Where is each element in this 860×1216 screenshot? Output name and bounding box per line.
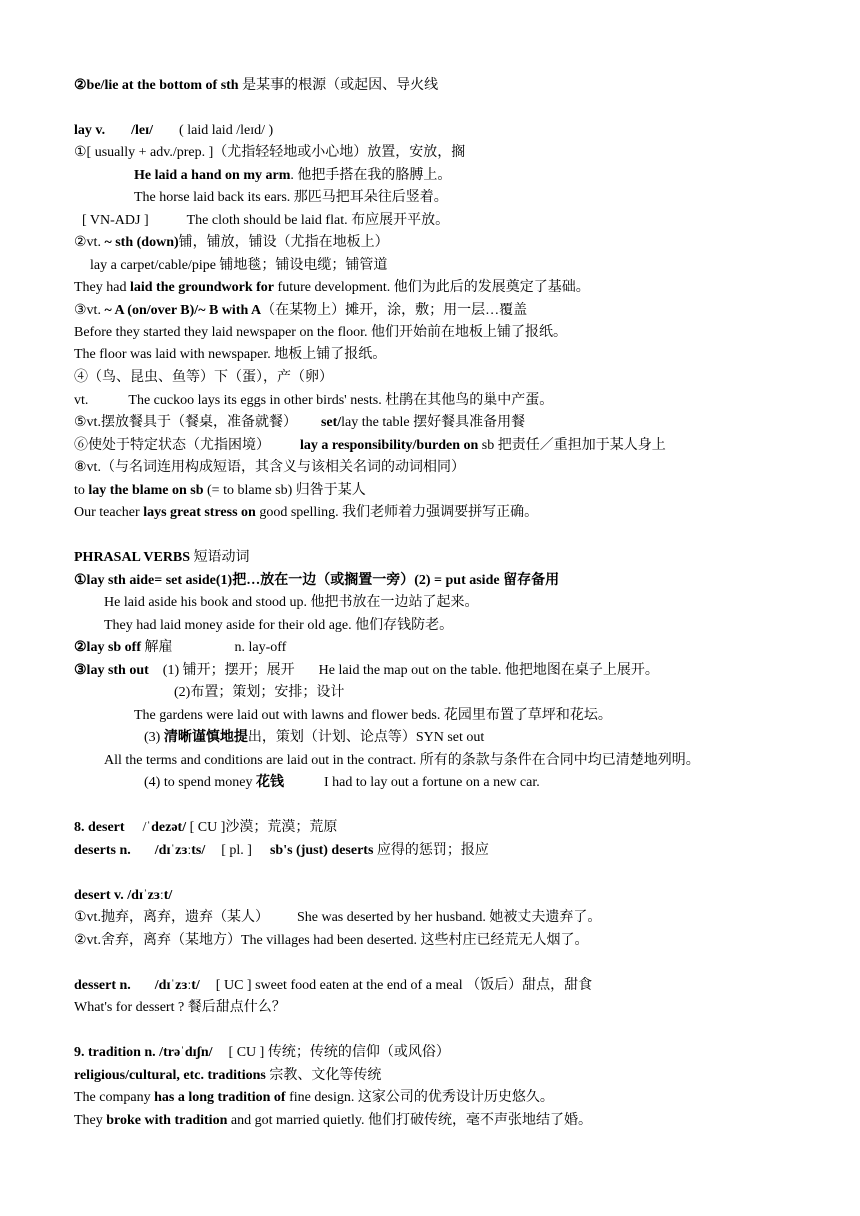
bold-text: He laid a hand on my arm <box>134 168 291 183</box>
text-line <box>74 572 559 590</box>
text: He laid aside his book and stood up. 他把书放在一边站了起来。 <box>104 595 479 610</box>
bold-text: has a long tradition of <box>154 1090 286 1105</box>
bold-text: 8. desert <box>74 820 125 835</box>
text: 宗教、文化等传统 <box>265 1068 382 1083</box>
bold-text: broke with tradition <box>106 1113 228 1128</box>
text-line <box>74 77 438 95</box>
text-line <box>74 1089 554 1107</box>
text: n. lay-off <box>234 640 287 655</box>
text-line <box>74 819 337 837</box>
bold-text: deserts n. <box>74 843 131 858</box>
text-line <box>82 212 449 230</box>
bold-text: laid the groundwork for <box>129 280 275 295</box>
text-line <box>74 369 333 387</box>
text: ②vt. <box>74 235 105 250</box>
text-line <box>74 459 465 477</box>
text: ①vt.抛弃，离弃，遗弃（某人） <box>74 910 269 925</box>
text-line <box>144 774 540 792</box>
text-line <box>74 1067 381 1085</box>
text-line <box>74 1112 592 1130</box>
text-line <box>104 594 478 612</box>
text: The gardens were laid out with lawns and flower beds. 花园里布置了草坪和花坛。 <box>134 708 612 723</box>
text: The cuckoo lays its eggs in other birds' nests. 杜鹃在其他鸟的巢中产蛋。 <box>128 393 554 408</box>
text: ⑤vt.摆放餐具于（餐桌，准备就餐） <box>74 415 297 430</box>
bold-text: 花钱 <box>255 775 284 790</box>
bold-text: /dɪˈzɜːts/ <box>154 843 206 858</box>
text: 应得的惩罚；报应 <box>373 843 489 858</box>
bold-text: desert v. /dɪˈzɜːt/ <box>74 888 173 903</box>
text: 是某事的根源（或起因、导火线 <box>238 78 439 93</box>
bold-text: ②lay sb off <box>74 640 141 655</box>
bold-text: religious/cultural, etc. traditions <box>74 1068 266 1083</box>
text-line <box>74 234 389 252</box>
text: The horse laid back its ears. 那匹马把耳朵往后竖着。 <box>134 190 448 205</box>
text: The company <box>74 1090 155 1105</box>
text-line <box>74 504 538 522</box>
text: [ CU ] 传统；传统的信仰（或风俗） <box>228 1045 450 1060</box>
text: ③vt. <box>74 303 105 318</box>
text: [ CU ]沙漠；荒漠；荒原 <box>186 820 338 835</box>
text-line <box>74 279 590 297</box>
bold-text: lays great stress on <box>143 505 256 520</box>
text: He laid the map out on the table. 他把地图在桌子上展开。 <box>318 663 659 678</box>
text-line <box>134 189 448 207</box>
bold-text: /leɪ/ <box>131 123 154 138</box>
text: and got married quietly. 他们打破传统，毫不声张地结了婚。 <box>227 1113 592 1128</box>
bold-text: ①lay sth aide= set aside(1)把…放在一边（或搁置一旁）(2) = put aside 留存备用 <box>74 573 560 588</box>
text: 短语动词 <box>190 550 250 565</box>
text-line <box>74 437 666 455</box>
text: [ VN-ADJ ] <box>82 213 149 228</box>
text: vt. <box>74 393 89 408</box>
text: The cloth should be laid flat. 布应展开平放。 <box>186 213 450 228</box>
text: lay a carpet/cable/pipe 铺地毯；铺设电缆；铺管道 <box>90 258 388 273</box>
text: ②vt.舍弃，离弃（某地方）The villages had been deserted. 这些村庄已经荒无人烟了。 <box>74 933 589 948</box>
bold-text: ~ A (on/over B)/~ B with A <box>104 303 262 318</box>
text: The floor was laid with newspaper. 地板上铺了报纸。 <box>74 347 387 362</box>
bold-text: sb's (just) deserts <box>269 843 374 858</box>
text: . 他把手搭在我的胳膊上。 <box>290 168 452 183</box>
bold-text: 9. tradition n. /trəˈdɪʃn/ <box>74 1045 213 1060</box>
text-line <box>74 887 172 905</box>
text: (= to blame sb) 归咎于某人 <box>203 483 366 498</box>
text: 铺，铺放，铺设（尤指在地板上） <box>178 235 389 250</box>
text: 解雇 <box>141 640 173 655</box>
text-line <box>74 122 273 140</box>
text: ①[ usually + adv./prep. ]（尤指轻轻地或小心地）放置，安放，搁 <box>74 145 466 160</box>
text: (1) 铺开；摆开；展开 <box>162 663 295 678</box>
text: （在某物上）摊开，涂，敷；用一层…覆盖 <box>261 303 528 318</box>
text-line <box>134 707 612 725</box>
bold-text: ②be/lie at the bottom of sth <box>74 78 239 93</box>
text-line <box>74 144 465 162</box>
text: future development. 他们为此后的发展奠定了基础。 <box>274 280 590 295</box>
text: /ˈ <box>142 820 152 835</box>
text-line <box>174 684 344 702</box>
text: lay the table 摆好餐具准备用餐 <box>341 415 526 430</box>
text-line <box>74 549 250 567</box>
bold-text: set/ <box>320 415 342 430</box>
bold-text: lay v. <box>74 123 106 138</box>
text: They had <box>74 280 130 295</box>
text: (2)布置；策划；安排；设计 <box>174 685 345 700</box>
bold-text: ③lay sth out <box>74 663 149 678</box>
text: fine design. 这家公司的优秀设计历史悠久。 <box>285 1090 554 1105</box>
text-line <box>104 752 700 770</box>
text-line <box>90 257 387 275</box>
bold-text: lay the blame on sb <box>88 483 204 498</box>
text: She was deserted by her husband. 她被丈夫遗弃了。 <box>296 910 602 925</box>
text-line <box>74 302 527 320</box>
text: ⑥使处于特定状态（尤指困境） <box>74 438 270 453</box>
text-line <box>74 346 386 364</box>
text: good spelling. 我们老师着力强调要拼写正确。 <box>255 505 539 520</box>
bold-text: ~ sth (down) <box>104 235 179 250</box>
text-line <box>74 842 489 860</box>
text-line <box>74 414 525 432</box>
text-line <box>74 909 601 927</box>
text: ④（鸟、昆虫、鱼等）下（蛋），产（卵） <box>74 370 333 385</box>
text-line <box>144 729 484 747</box>
text-line <box>74 662 659 680</box>
text: Our teacher <box>74 505 144 520</box>
text: [ pl. ] <box>221 843 252 858</box>
text: (3) <box>144 730 164 745</box>
bold-text: dessert n. <box>74 978 131 993</box>
text: ⑧vt.（与名词连用构成短语，其含义与该相关名词的动词相同） <box>74 460 465 475</box>
text-line <box>134 167 451 185</box>
text: Before they started they laid newspaper on the floor. 他们开始前在地板上铺了报纸。 <box>74 325 568 340</box>
text-line <box>74 999 286 1017</box>
text-line <box>74 639 286 657</box>
text-line <box>74 932 589 950</box>
text-line <box>74 324 567 342</box>
text-line <box>104 617 453 635</box>
bold-text: 清晰谨慎地提 <box>163 730 248 745</box>
text: They had laid money aside for their old age. 他们存钱防老。 <box>104 618 454 633</box>
text: What's for dessert ? 餐后甜点什么？ <box>74 1000 286 1015</box>
bold-text: dezət/ <box>151 820 187 835</box>
text-line <box>74 482 366 500</box>
bold-text: lay a responsibility/burden on <box>300 438 479 453</box>
text: ( laid laid /leɪd/ ) <box>179 123 274 138</box>
text: They <box>74 1113 107 1128</box>
bold-text: /dɪˈzɜːt/ <box>154 978 200 993</box>
text: (4) to spend money <box>144 775 256 790</box>
text: 出，策划（计划、论点等）SYN set out <box>247 730 485 745</box>
text-line <box>74 1044 450 1062</box>
text: All the terms and conditions are laid out in the contract. 所有的条款与条件在合同中均已清楚地列明。 <box>104 753 700 768</box>
text: [ UC ] sweet food eaten at the end of a meal （饭后）甜点，甜食 <box>215 978 593 993</box>
text: to <box>74 483 89 498</box>
bold-text: PHRASAL VERBS <box>74 550 191 565</box>
text-line <box>74 392 553 410</box>
text: I had to lay out a fortune on a new car. <box>323 775 540 790</box>
text-line <box>74 977 592 995</box>
text: sb 把责任／重担加于某人身上 <box>478 438 666 453</box>
